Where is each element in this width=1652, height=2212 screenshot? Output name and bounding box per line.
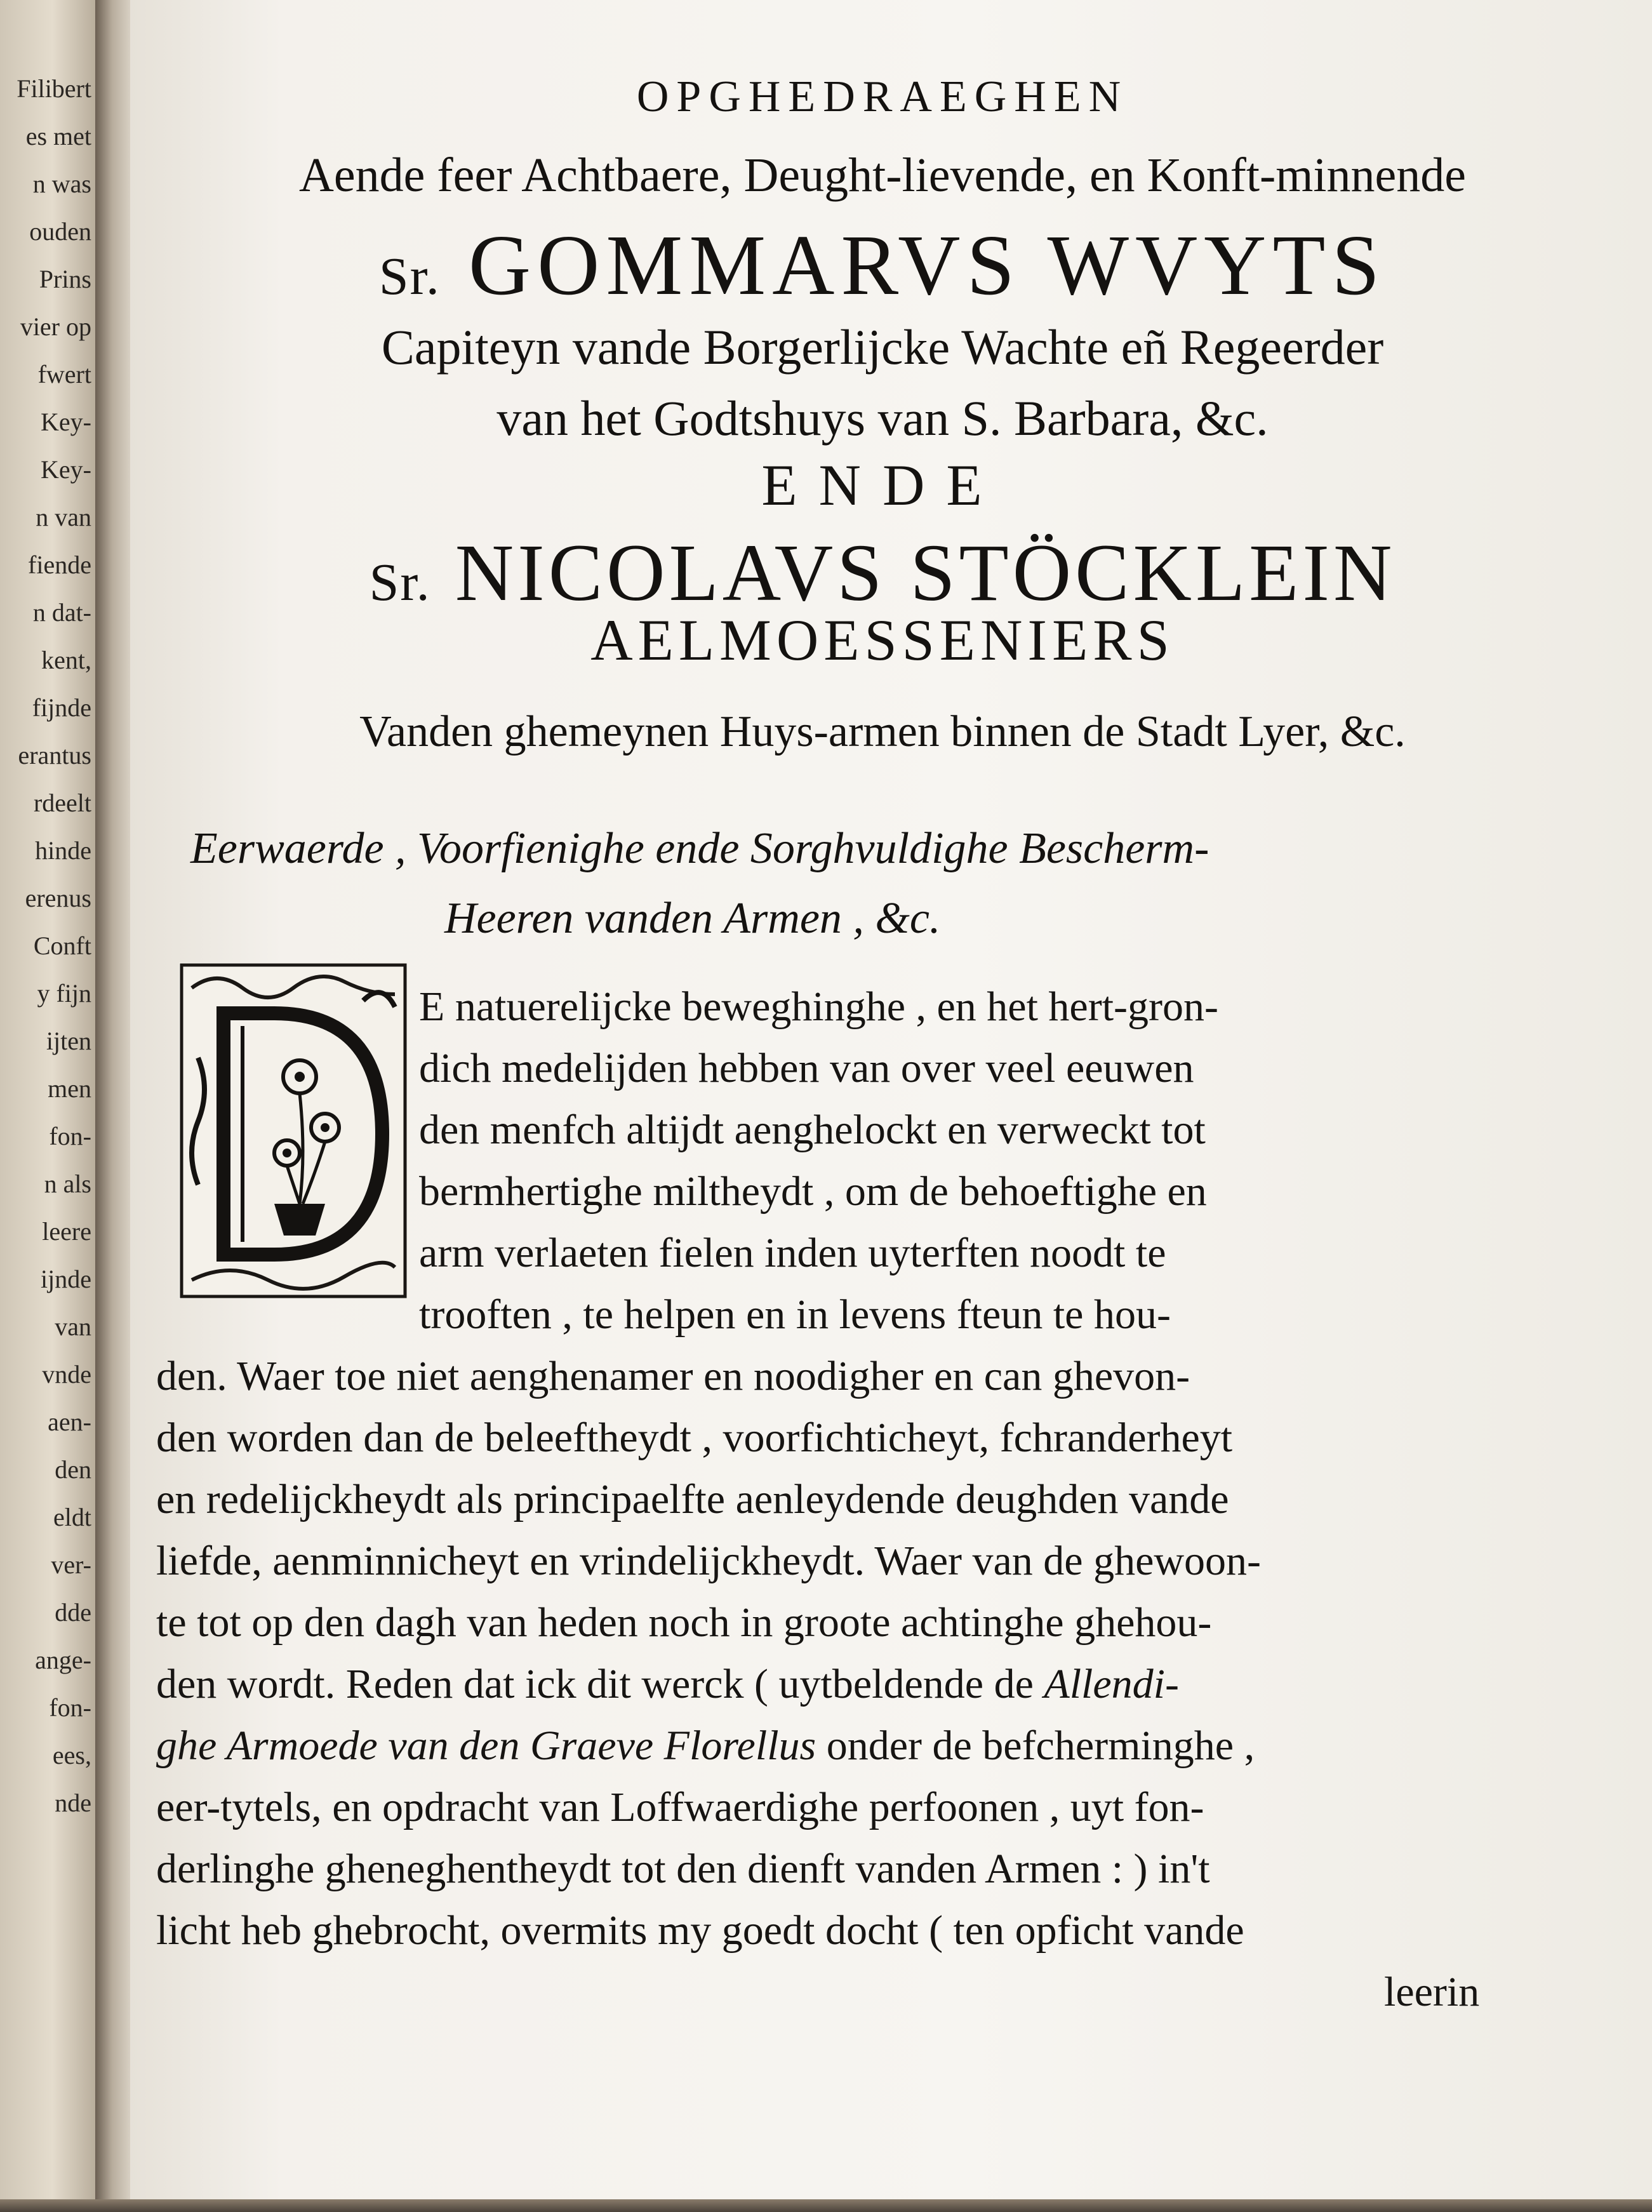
left-page-fragment: erenus xyxy=(25,884,91,912)
book-gutter xyxy=(95,0,133,2212)
body-line-9: en redelijckheydt als principaelfte aenleydende deughden vande xyxy=(156,1476,1229,1522)
left-page-fragment: fwert xyxy=(37,360,91,389)
first-dedicatee-line xyxy=(152,218,1613,313)
left-page-fragment: ver- xyxy=(51,1550,91,1579)
left-page-fragment: fijnde xyxy=(32,693,91,722)
left-page-fragment: van xyxy=(55,1312,91,1341)
left-page-fragment: Prins xyxy=(39,265,91,293)
left-page-fragment: nde xyxy=(55,1789,91,1817)
left-page-fragment: ange- xyxy=(35,1646,91,1674)
left-page-fragment: y fijn xyxy=(37,979,91,1008)
left-page-fragment: vier op xyxy=(20,312,91,341)
left-page-fragment: ees, xyxy=(52,1741,91,1769)
body-line-12-italic: Allendi- xyxy=(1044,1661,1179,1707)
left-page-fragment: Key- xyxy=(41,455,91,484)
body-line-13-italic: ghe Armoede van den Graeve Florellus xyxy=(156,1722,816,1769)
decorated-initial-d xyxy=(179,963,408,1299)
left-page-fragment: men xyxy=(48,1074,91,1103)
left-page-fragment: leere xyxy=(42,1217,91,1246)
body-line-16: licht heb ghebrocht, overmits my goedt docht ( ten opficht vande xyxy=(156,1907,1244,1954)
second-dedicatee-line xyxy=(152,528,1613,618)
body-line-15: derlinghe gheneghentheydt tot den dienft vanden Armen : ) in't xyxy=(156,1846,1210,1892)
body-line-4: bermhertighe miltheydt , om de behoeftighe en xyxy=(419,1168,1207,1215)
body-line-1: E natuerelijcke beweghinghe , en het hert-gron- xyxy=(419,983,1218,1030)
left-page-fragment: erantus xyxy=(18,741,91,770)
left-page-fragment: Conft xyxy=(33,931,91,960)
left-page-fragment: fon- xyxy=(49,1122,91,1150)
office-detail: Vanden ghemeynen Huys-armen binnen de Stadt Lyer, &c. xyxy=(359,707,1406,756)
body-line-8: den worden dan de beleeftheydt , voorfichticheyt, fchranderheyt xyxy=(156,1415,1233,1461)
body-line-6: trooften , te helpen en in levens fteun te hou- xyxy=(419,1291,1171,1338)
left-page-fragment: kent, xyxy=(41,646,91,674)
left-page-fragment: ijnde xyxy=(41,1265,91,1293)
left-page-fragment: ouden xyxy=(29,217,91,246)
left-page-fragment: fiende xyxy=(28,550,91,579)
conjunction-heading: ENDE xyxy=(761,453,1004,517)
body-line-12 xyxy=(156,1663,1179,1705)
salutation-line-2: Heeren vanden Armen , &c. xyxy=(444,894,941,943)
left-page-fragment: hinde xyxy=(35,836,91,865)
second-prefix: Sr. xyxy=(369,553,431,612)
left-page-fragment: Filibert xyxy=(17,74,91,103)
left-page-fragment: n dat- xyxy=(32,598,91,627)
body-line-3: den menfch altijdt aenghelockt en verweckt tot xyxy=(419,1107,1206,1153)
page-bottom-edge xyxy=(0,2199,1652,2212)
body-line-2: dich medelijden hebben van over veel eeuwen xyxy=(419,1045,1194,1091)
left-page-fragment: rdeelt xyxy=(33,789,91,817)
body-line-5: arm verlaeten fielen inden uyterften noodt te xyxy=(419,1230,1166,1276)
body-line-13 xyxy=(156,1722,1255,1769)
left-page-fragment: aen- xyxy=(48,1408,91,1436)
left-page-fragment: dde xyxy=(55,1598,91,1627)
left-page-fragment: es met xyxy=(25,122,91,150)
left-page-fragment: vnde xyxy=(42,1360,91,1389)
body-line-10: liefde, aenminnicheyt en vrindelijckheydt. Waer van de ghewoon- xyxy=(156,1538,1262,1584)
left-page-fragment: n van xyxy=(36,503,91,531)
salutation-line-1: Eerwaerde , Voorfienighe ende Sorghvuldighe Bescherm- xyxy=(190,824,1209,873)
first-dedicatee-name: GOMMARVS WVYTS xyxy=(468,218,1387,313)
dedication-address: Aende feer Achtbaere, Deught-lievende, en Konft-minnende xyxy=(299,149,1466,202)
office-heading: AELMOESSENIERS xyxy=(590,608,1175,672)
left-page-fragment: ijten xyxy=(46,1027,91,1055)
left-page-fragment: n was xyxy=(32,170,91,198)
first-prefix: Sr. xyxy=(378,247,441,306)
left-page-edge xyxy=(0,0,95,2212)
body-line-13-text: onder de befcherminghe , xyxy=(816,1722,1255,1769)
left-page-fragment: den xyxy=(55,1455,91,1484)
body-line-11: te tot op den dagh van heden noch in groote achtinghe ghehou- xyxy=(156,1599,1212,1646)
second-dedicatee-name: NICOLAVS STÖCKLEIN xyxy=(455,528,1396,618)
dedication-heading: OPGHEDRAEGHEN xyxy=(636,72,1129,121)
left-page-fragment: n als xyxy=(44,1169,91,1198)
left-page-fragment: Key- xyxy=(41,408,91,436)
body-line-12-text: den wordt. Reden dat ick dit werck ( uytbeldende de xyxy=(156,1661,1044,1707)
left-page-fragment: fon- xyxy=(49,1693,91,1722)
catchword: leerin xyxy=(1384,1969,1480,2015)
first-role-line-2: van het Godtshuys van S. Barbara, &c. xyxy=(496,390,1269,446)
body-line-14: eer-tytels, en opdracht van Loffwaerdighe perfoonen , uyt fon- xyxy=(156,1784,1204,1830)
floral-dropcap-icon xyxy=(179,963,408,1299)
first-role-line-1: Capiteyn vande Borgerlijcke Wachte eñ Regeerder xyxy=(381,319,1384,375)
body-line-7: den. Waer toe niet aenghenamer en noodigher en can ghevon- xyxy=(156,1353,1190,1399)
left-page-fragment: eldt xyxy=(53,1503,91,1531)
